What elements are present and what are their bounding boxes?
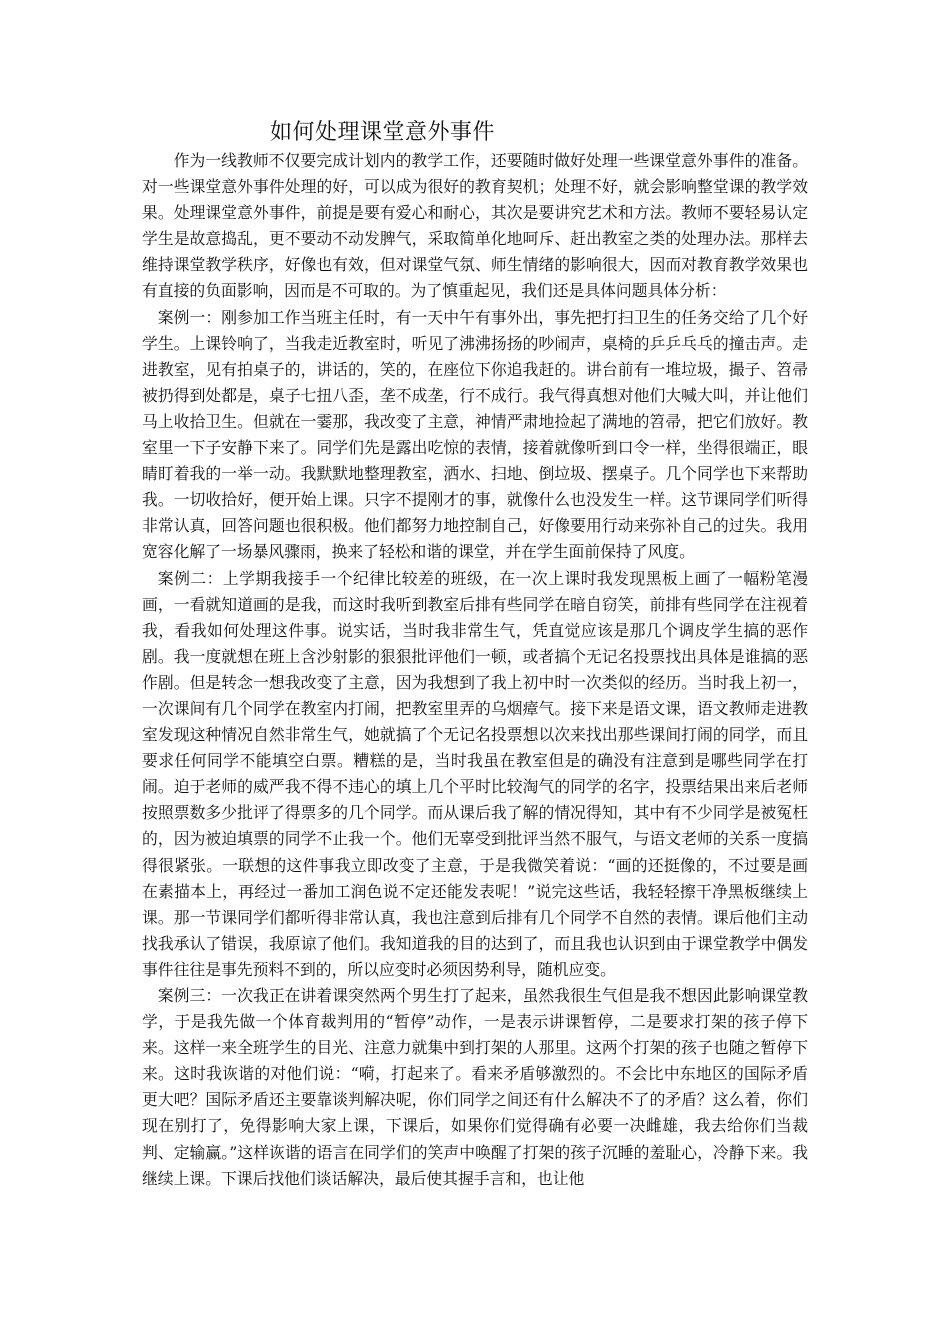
case-two-paragraph: 案例二：上学期我接手一个纪律比较差的班级，在一次上课时我发现黑板上画了一幅粉笔漫画，一看就知道画的是我，而这时我听到教室后排有些同学在暗自窃笑，前排有些同学在注视着我，看我如何处理这件事。说实话，当时我非常生气，凭直觉应该是那几个调皮学生搞的恶作剧。我一度就想在班上含沙射影的狠狠批评他们一顿，或者搞个无记名投票找出具体是谁搞的恶作剧。但是转念一想我改变了主意，因为我想到了我上初中时一次类似的经历。当时我上初一，一次课间有几个同学在教室内打闹，把教室里弄的乌烟瘴气。接下来是语文课，语文教师走进教室发现这种情况自然非常生气，她就搞了个无记名投票想以次来找出那些课间打闹的同学，而且要求任何同学不能填空白票。糟糕的是，当时我虽在教室但是的确没有注意到是哪些同学在打闹。迫于老师的威严我不得不违心的填上几个平时比较淘气的同学的名字，投票结果出来后老师按照票数多少批评了得票多的几个同学。而从课后我了解的情况得知，其中有不少同学是被冤枉的，因为被迫填票的同学不止我一个。他们无辜受到批评当然不服气，与语文老师的关系一度搞得很紧张。一联想的这件事我立即改变了主意，于是我微笑着说：“画的还挺像的，不过要是画在素描本上，再经过一番加工润色说不定还能发表呢！”说完这些话，我轻轻擦干净黑板继续上课。那一节课同学们都听得非常认真，我也注意到后排有几个同学不自然的表情。课后他们主动找我承认了错误，我原谅了他们。我知道我的目的达到了，而且我也认识到由于课堂教学中偶发事件往往是事先预料不到的，所以应变时必须因势利导，随机应变。 [142, 568, 808, 979]
document-page [142, 118, 808, 1192]
case-one-paragraph: 案例一：刚参加工作当班主任时，有一天中午有事外出，事先把打扫卫生的任务交给了几个好学生。上课铃响了，当我走近教室时，听见了沸沸扬扬的吵闹声，桌椅的乒乒乓乓的撞击声。走进教室，见有拍桌子的，讲话的，笑的，在座位下你追我赶的。讲台前有一堆垃圾，撮子、笤帚被扔得到处都是，桌子七扭八歪，垄不成垄，行不成行。我气得真想对他们大喊大叫，并让他们马上收拾卫生。但就在一霎那，我改变了主意，神情严肃地捡起了满地的笤帚，把它们放好。教室里一下子安静下来了。同学们先是露出吃惊的表情，接着就像听到口令一样，坐得很端正，眼睛盯着我的一举一动。我默默地整理教室，洒水、扫地、倒垃圾、摆桌子。几个同学也下来帮助我。一切收拾好，便开始上课。只字不提刚才的事，就像什么也没发生一样。这节课同学们听得非常认真，回答问题也很积极。他们都努力地控制自己，好像要用行动来弥补自己的过失。我用宽容化解了一场暴风骤雨，换来了轻松和谐的课堂，并在学生面前保持了风度。 [142, 307, 808, 562]
intro-paragraph: 作为一线教师不仅要完成计划内的教学工作，还要随时做好处理一些课堂意外事件的准备。对一些课堂意外事件处理的好，可以成为很好的教育契机；处理不好，就会影响整堂课的教学效果。处理课堂意外事件，前提是要有爱心和耐心，其次是要讲究艺术和方法。教师不要轻易认定学生是故意捣乱，更不要动不动发脾气，采取简单化地呵斥、赶出教室之类的处理办法。那样去维持课堂教学秩序，好像也有效，但对课堂气氛、师生情绪的影响很大，因而对教育教学效果也有直接的负面影响，因而是不可取的。为了慎重起见，我们还是具体问题具体分析： [142, 151, 808, 301]
case-three-paragraph: 案例三：一次我正在讲着课突然两个男生打了起来，虽然我很生气但是我不想因此影响课堂教学，于是我先做一个体育裁判用的“暂停”动作，一是表示讲课暂停，二是要求打架的孩子停下来。这样一来全班学生的目光、注意力就集中到打架的人那里。这两个打架的孩子也随之暂停下来。这时我诙谐的对他们说：“嗬，打起来了。看来矛盾够激烈的。不会比中东地区的国际矛盾更大吧？国际矛盾还主要靠谈判解决呢，你们同学之间还有什么解决不了的矛盾？这么着，你们现在别打了，免得影响大家上课，下课后，如果你们觉得确有必要一决雌雄，我去给你们当裁判、定输赢。”这样诙谐的语言在同学们的笑声中唤醒了打架的孩子沉睡的羞耻心，冷静下来。我继续上课。下课后找他们谈话解决，最后使其握手言和，也让他 [142, 986, 808, 1188]
document-title: 如何处理课堂意外事件 [270, 120, 496, 145]
